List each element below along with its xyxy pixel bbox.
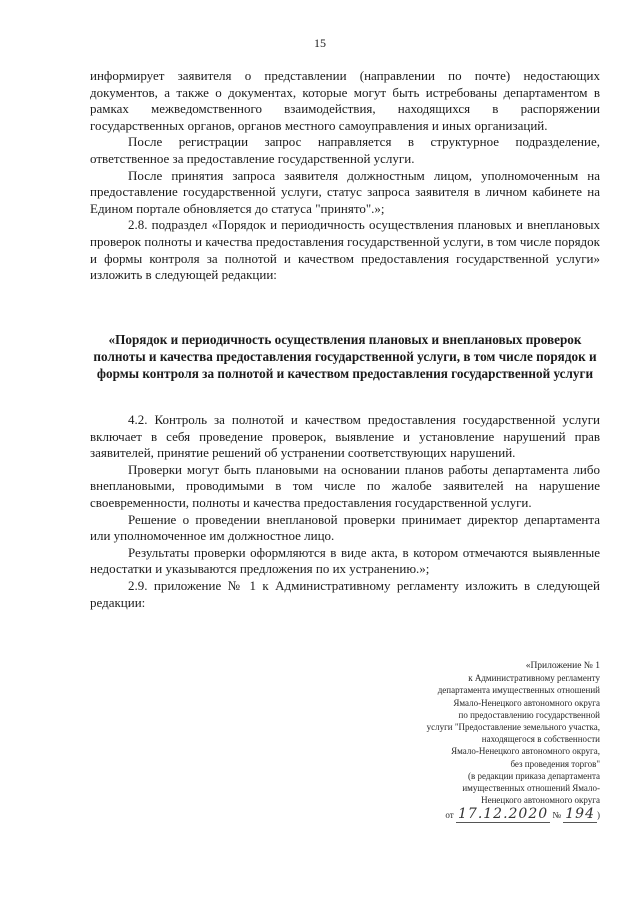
paragraph: После регистрации запрос направляется в структурное подразделение, ответственное за предоставление государственной услуги. [90,134,600,166]
appendix-line: находящегося в собственности [481,734,600,745]
paragraph: Решение о проведении внеплановой проверки принимает директор департамента или уполномоченное им должностное лицо. [90,511,600,544]
appendix-line: без проведения торгов" [510,758,600,769]
paragraph: 2.8. подраздел «Порядок и периодичность осуществления плановых и внеплановых проверок полноты и качества предоставления государственной услуги, в том числе порядок и формы контроля за полнотой и качеством предоставления государственной услуги» изложить в следующей редакции: [90,217,600,283]
appendix-line: по предоставлению государственной [458,709,600,720]
page-number: 15 [314,36,326,50]
number-label: № [552,810,562,821]
from-label: от [445,810,454,821]
appendix-line: Ямало-Ненецкого автономного округа [453,697,600,708]
handwritten-date: 17.12.2020 [458,806,549,823]
appendix-line: Ненецкого автономного округа [481,795,600,806]
appendix-line: «Приложение № 1 [525,661,600,671]
paragraph: Проверки могут быть плановыми на основании планов работы департамента либо внеплановыми, проводимыми в том числе по жалобе заявителей на нарушение своевременности, полноты и качества предоставления государственной услуги. [90,461,600,510]
appendix-line: (в редакции приказа департамента [467,770,600,781]
appendix-block [360,660,600,822]
appendix-line: имущественных отношений Ямало- [462,783,600,794]
body-text-top [90,68,600,284]
closing-parenthesis: ) [597,810,600,821]
appendix-line: Ямало-Ненецкого автономного округа, [451,746,600,757]
appendix-signature-line [360,808,600,821]
paragraph: 4.2. Контроль за полнотой и качеством предоставления государственной услуги включает в себя проведение проверок, выявление и установление нарушений прав заявителей, принятие решений об устранении соответствующих нарушений. [90,412,600,461]
paragraph: Результаты проверки оформляются в виде акта, в котором отмечаются выявленные недостатки и указываются предложения по их устранению.»; [90,544,600,577]
paragraph: 2.9. приложение № 1 к Административному регламенту изложить в следующей редакции: [90,577,600,610]
handwritten-number: 194 [565,806,595,823]
paragraph: информирует заявителя о представлении (направлении по почте) недостающих документов, а также о документах, которые могут быть истребованы департаментом в рамках межведомственного взаимодействия, находящихся в распоряжении государственных органов, органов местного самоуправления и иных организаций. [90,68,600,133]
appendix-line: департамента имущественных отношений [437,685,600,696]
appendix-line: услуги "Предоставление земельного участка, [426,722,600,733]
appendix-line: к Административному регламенту [468,673,600,684]
body-text-bottom [90,412,600,611]
section-heading: «Порядок и периодичность осуществления плановых и внеплановых проверок полноты и качества предоставления государственной услуги, в том числе порядок и формы контроля за полнотой и качеством предоставления государственной услуги [93,332,597,381]
paragraph: После принятия запроса заявителя должностным лицом, уполномоченным на предоставление государственной услуги, статус запроса заявителя в личном кабинете на Едином портале обновляется до статуса "принято".»; [90,167,600,216]
